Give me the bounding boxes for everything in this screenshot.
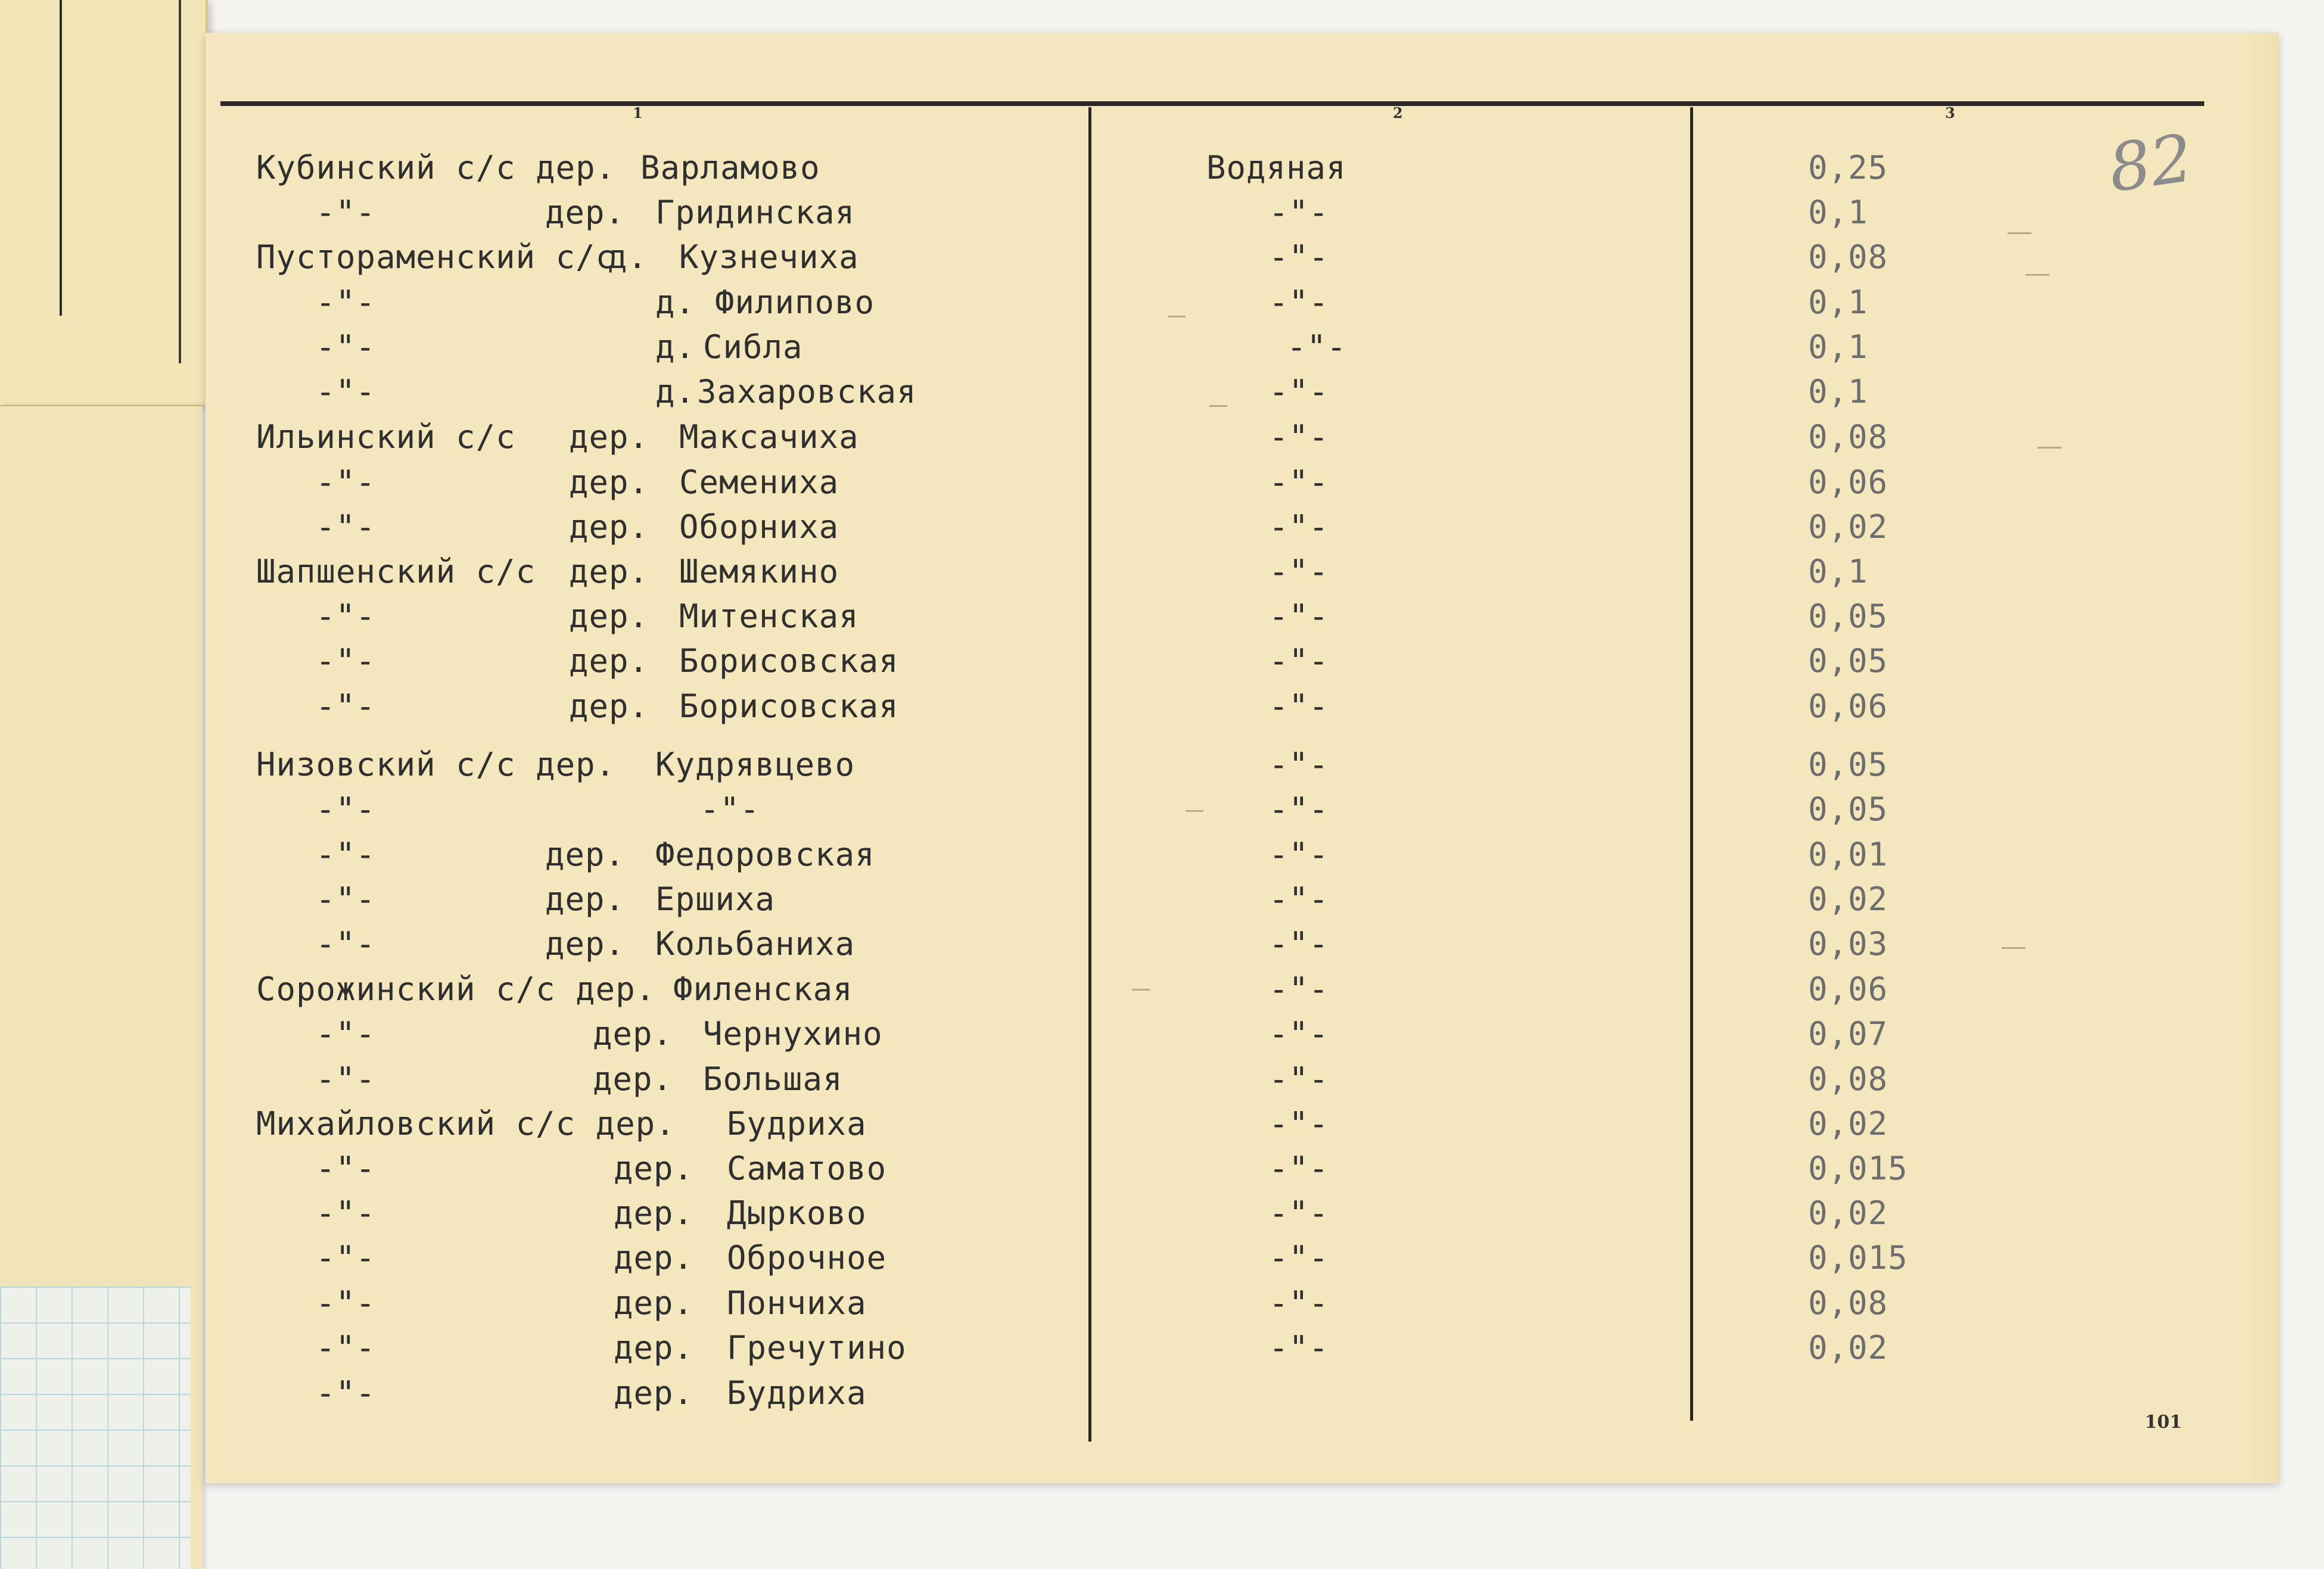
village-cell: Оборниха [679, 508, 839, 546]
table-row [0, 508, 2324, 552]
council-cell: -"- [316, 373, 376, 410]
value-cell: 0,02 [1808, 508, 1889, 546]
value-cell: 0,05 [1808, 790, 1889, 828]
village-cell: Борисовская [679, 687, 899, 725]
value-cell: 0,03 [1808, 925, 1889, 963]
column-number: 2 [1393, 104, 1403, 122]
value-cell: 0,1 [1808, 284, 1868, 321]
value-cell: 0,02 [1808, 1194, 1889, 1232]
place-cell: д. [655, 284, 696, 321]
value-cell: 0,05 [1808, 746, 1889, 783]
type-cell: -"- [1269, 925, 1329, 963]
type-cell: -"- [1269, 284, 1329, 321]
place-cell: дер. [545, 836, 626, 873]
table-row [0, 284, 2324, 328]
table-row [0, 328, 2324, 372]
village-cell: Саматово [727, 1150, 887, 1187]
council-cell: -"- [316, 284, 376, 321]
village-cell: Дырково [727, 1194, 867, 1232]
place-cell: дер. [545, 194, 626, 231]
value-cell: 0,1 [1808, 373, 1868, 410]
column-number: 3 [1945, 104, 1955, 122]
village-cell: Федоровская [655, 836, 875, 873]
table-row [0, 790, 2324, 835]
council-cell: -"- [316, 1284, 376, 1322]
type-cell: -"- [1269, 597, 1329, 635]
type-cell: -"- [1269, 463, 1329, 501]
stray-mark [1168, 316, 1186, 317]
type-cell: -"- [1269, 836, 1329, 873]
village-cell: Шемякино [679, 553, 839, 590]
place-cell: д. [608, 238, 648, 276]
village-cell: Гридинская [655, 194, 855, 231]
type-cell: -"- [1269, 642, 1329, 680]
village-cell: Гречутино [727, 1329, 907, 1366]
village-cell: Кольбаниха [655, 925, 855, 963]
value-cell: 0,06 [1808, 687, 1889, 725]
council-cell: -"- [316, 1374, 376, 1412]
village-cell: Сибла [703, 328, 803, 366]
table-row [0, 373, 2324, 417]
table-row [0, 1015, 2324, 1059]
village-cell: Кудрявцево [655, 746, 855, 783]
council-cell: -"- [316, 1329, 376, 1366]
council-cell: Кубинский с/с дер. [256, 149, 616, 186]
table-row [0, 194, 2324, 238]
place-cell: дер. [614, 1329, 694, 1366]
folio-number: 82 [2104, 119, 2198, 207]
type-cell: -"- [1269, 1015, 1329, 1053]
type-cell: -"- [1269, 553, 1329, 590]
page-number: 101 [2145, 1412, 2182, 1433]
value-cell: 0,08 [1808, 1284, 1889, 1322]
council-cell: -"- [316, 790, 376, 828]
value-cell: 0,05 [1808, 597, 1889, 635]
place-cell: дер. [569, 508, 649, 546]
stray-mark [2026, 274, 2049, 276]
council-cell: Низовский с/с дер. [256, 746, 616, 783]
council-cell: -"- [316, 925, 376, 963]
village-cell: Семениха [679, 463, 839, 501]
table-row [0, 836, 2324, 880]
place-cell: дер. [593, 1015, 673, 1053]
village-cell: Будриха [727, 1374, 867, 1412]
council-cell: -"- [316, 687, 376, 725]
council-cell: -"- [316, 642, 376, 680]
place-cell: дер. [569, 463, 649, 501]
place-cell: дер. [569, 687, 649, 725]
column-number: 1 [633, 104, 643, 122]
value-cell: 0,015 [1808, 1150, 1908, 1187]
table-row [0, 597, 2324, 642]
value-cell: 0,02 [1808, 1329, 1889, 1366]
table-row [0, 925, 2324, 969]
table-row [0, 1284, 2324, 1328]
village-cell: Оброчное [727, 1239, 887, 1277]
village-cell: Пончиха [727, 1284, 867, 1322]
value-cell: 0,07 [1808, 1015, 1889, 1053]
table-row [0, 238, 2324, 282]
village-cell: Варламово [640, 149, 820, 186]
value-cell: 0,01 [1808, 836, 1889, 873]
place-cell: дер. [545, 880, 626, 918]
type-cell: -"- [1269, 1194, 1329, 1232]
value-cell: 0,02 [1808, 1105, 1889, 1142]
council-cell: -"- [316, 836, 376, 873]
place-cell: дер. [569, 642, 649, 680]
type-cell: -"- [1269, 194, 1329, 231]
village-cell: Большая [703, 1060, 843, 1098]
council-cell: -"- [316, 1150, 376, 1187]
table-row [0, 746, 2324, 790]
place-cell: дер. [614, 1150, 694, 1187]
place-cell: дер. [569, 553, 649, 590]
table-row [0, 1374, 2324, 1418]
council-cell: Михайловский с/с дер. [256, 1105, 676, 1142]
value-cell: 0,06 [1808, 463, 1889, 501]
type-cell: -"- [1269, 1105, 1329, 1142]
type-cell: -"- [1269, 687, 1329, 725]
value-cell: 0,08 [1808, 418, 1889, 456]
stray-mark [1186, 810, 1203, 812]
council-cell: Шапшенский с/с [256, 553, 536, 590]
village-cell: Филипово [715, 284, 875, 321]
value-cell: 0,015 [1808, 1239, 1908, 1277]
table-row [0, 553, 2324, 597]
village-cell: Максачиха [679, 418, 859, 456]
type-cell: -"- [1269, 373, 1329, 410]
place-cell: дер. [614, 1194, 694, 1232]
value-cell: 0,08 [1808, 1060, 1889, 1098]
table-top-rule [220, 101, 2204, 106]
village-cell: Филенская [673, 970, 853, 1008]
council-cell: -"- [316, 194, 376, 231]
table-row [0, 970, 2324, 1014]
stray-mark [2002, 947, 2026, 949]
value-cell: 0,06 [1808, 970, 1889, 1008]
council-cell: -"- [316, 597, 376, 635]
council-cell: Ильинский с/с [256, 418, 516, 456]
value-cell: 0,1 [1808, 194, 1868, 231]
table-row [0, 1060, 2324, 1104]
council-cell: Сорожинский с/с дер. [256, 970, 656, 1008]
type-cell: -"- [1269, 1239, 1329, 1277]
value-cell: 0,05 [1808, 642, 1889, 680]
village-cell: Будриха [727, 1105, 867, 1142]
table-row [0, 1105, 2324, 1149]
council-cell: -"- [316, 1015, 376, 1053]
village-cell: -"- [700, 790, 760, 828]
council-cell: -"- [316, 1060, 376, 1098]
table-row [0, 1194, 2324, 1238]
council-cell: -"- [316, 880, 376, 918]
value-cell: 0,08 [1808, 238, 1889, 276]
table-row [0, 642, 2324, 686]
village-cell: Борисовская [679, 642, 899, 680]
stray-mark [2037, 447, 2061, 449]
table-row [0, 1150, 2324, 1194]
table-row [0, 880, 2324, 924]
place-cell: д. [655, 328, 696, 366]
village-cell: Захаровская [697, 373, 917, 410]
village-cell: Митенская [679, 597, 859, 635]
council-cell: -"- [316, 1194, 376, 1232]
table-row [0, 418, 2324, 462]
type-cell: -"- [1269, 1329, 1329, 1366]
value-cell: 0,1 [1808, 553, 1868, 590]
type-cell: -"- [1287, 328, 1347, 366]
type-cell: -"- [1269, 1284, 1329, 1322]
place-cell: дер. [545, 925, 626, 963]
type-cell: -"- [1269, 238, 1329, 276]
council-cell: -"- [316, 463, 376, 501]
place-cell: д. [655, 373, 696, 410]
table-row [0, 463, 2324, 508]
table-row [0, 1239, 2324, 1283]
type-cell: -"- [1269, 746, 1329, 783]
value-cell: 0,02 [1808, 880, 1889, 918]
stray-mark [2008, 232, 2031, 234]
council-cell: -"- [316, 328, 376, 366]
type-cell: -"- [1269, 790, 1329, 828]
place-cell: дер. [614, 1284, 694, 1322]
place-cell: дер. [614, 1239, 694, 1277]
village-cell: Ершиха [655, 880, 776, 918]
place-cell: дер. [593, 1060, 673, 1098]
type-cell: -"- [1269, 1060, 1329, 1098]
type-cell: -"- [1269, 880, 1329, 918]
value-cell: 0,25 [1808, 149, 1889, 186]
village-cell: Чернухино [703, 1015, 883, 1053]
stray-mark [1132, 989, 1150, 991]
type-cell: -"- [1269, 508, 1329, 546]
place-cell: дер. [569, 597, 649, 635]
value-cell: 0,1 [1808, 328, 1868, 366]
type-cell: -"- [1269, 418, 1329, 456]
stray-mark [1209, 405, 1227, 407]
place-cell: дер. [569, 418, 649, 456]
village-cell: Кузнечиха [679, 238, 859, 276]
type-cell: -"- [1269, 970, 1329, 1008]
type-cell: Водяная [1206, 149, 1346, 186]
council-cell: -"- [316, 508, 376, 546]
table-row-value-overlay [0, 1329, 2324, 1373]
place-cell: дер. [614, 1374, 694, 1412]
table-row [0, 687, 2324, 731]
council-cell: Пустораменский с/с [256, 238, 616, 276]
council-cell: -"- [316, 1239, 376, 1277]
table-row [0, 149, 2324, 193]
type-cell: -"- [1269, 1150, 1329, 1187]
